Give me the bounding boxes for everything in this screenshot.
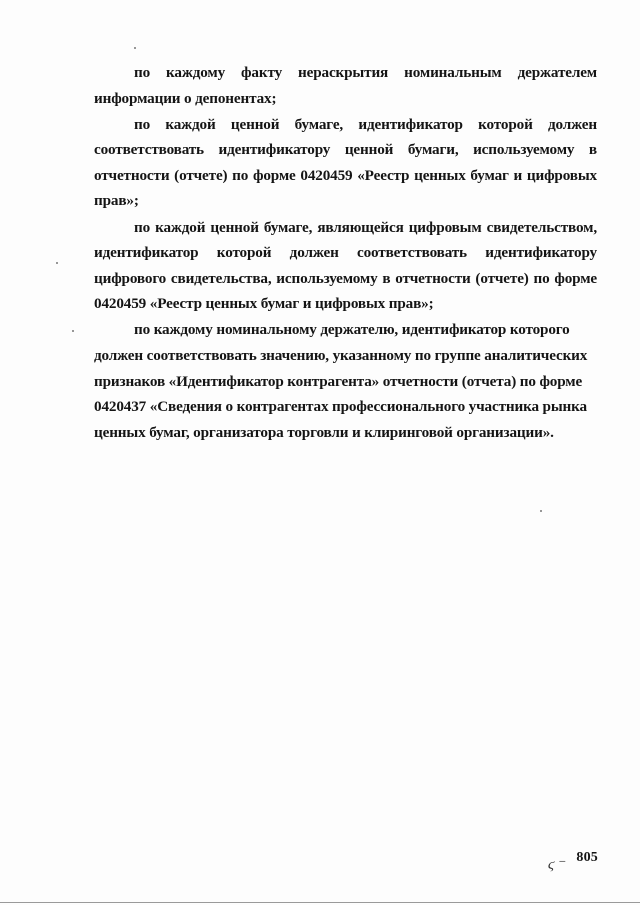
document-body [94, 60, 597, 446]
paragraph-depositors: по каждому факту нераскрытия номинальным держателем информации о депонентах; [94, 64, 597, 107]
scan-edge-line [0, 902, 640, 903]
scan-speck [72, 330, 74, 332]
paragraph-security-identifier: по каждой ценной бумаге, идентификатор которой должен соответствовать идентификатору ценной бумаги, используемому в отчетности (отчете) по форме 0420459 «Реестр ценных бумаг и цифровых прав»; [94, 115, 597, 210]
scan-speck [56, 262, 58, 264]
paragraph-digital-certificate: по каждой ценной бумаге, являющейся цифровым свидетельством, идентификатор которой должен соответствовать идентификатору цифрового свидетельства, используемому в отчетности (отчете) по форме 0420459 «Реестр ценных бумаг и цифровых прав»; [94, 218, 597, 313]
page-number: 805 [576, 850, 598, 865]
scan-speck [540, 510, 542, 512]
scan-speck [134, 47, 136, 49]
paragraph-nominal-holder: по каждому номинальному держателю, идентификатор которого должен соответствовать значению, указанному по группе аналитических признаков «Идентификатор контрагента» отчетности (отчета) по форме 0420437 «Сведения о контрагентах профессионального участника рынка ценных бумаг, организатора торговли и клиринговой организации». [94, 321, 588, 441]
handwritten-mark: ϛ ⁻ [548, 857, 567, 873]
